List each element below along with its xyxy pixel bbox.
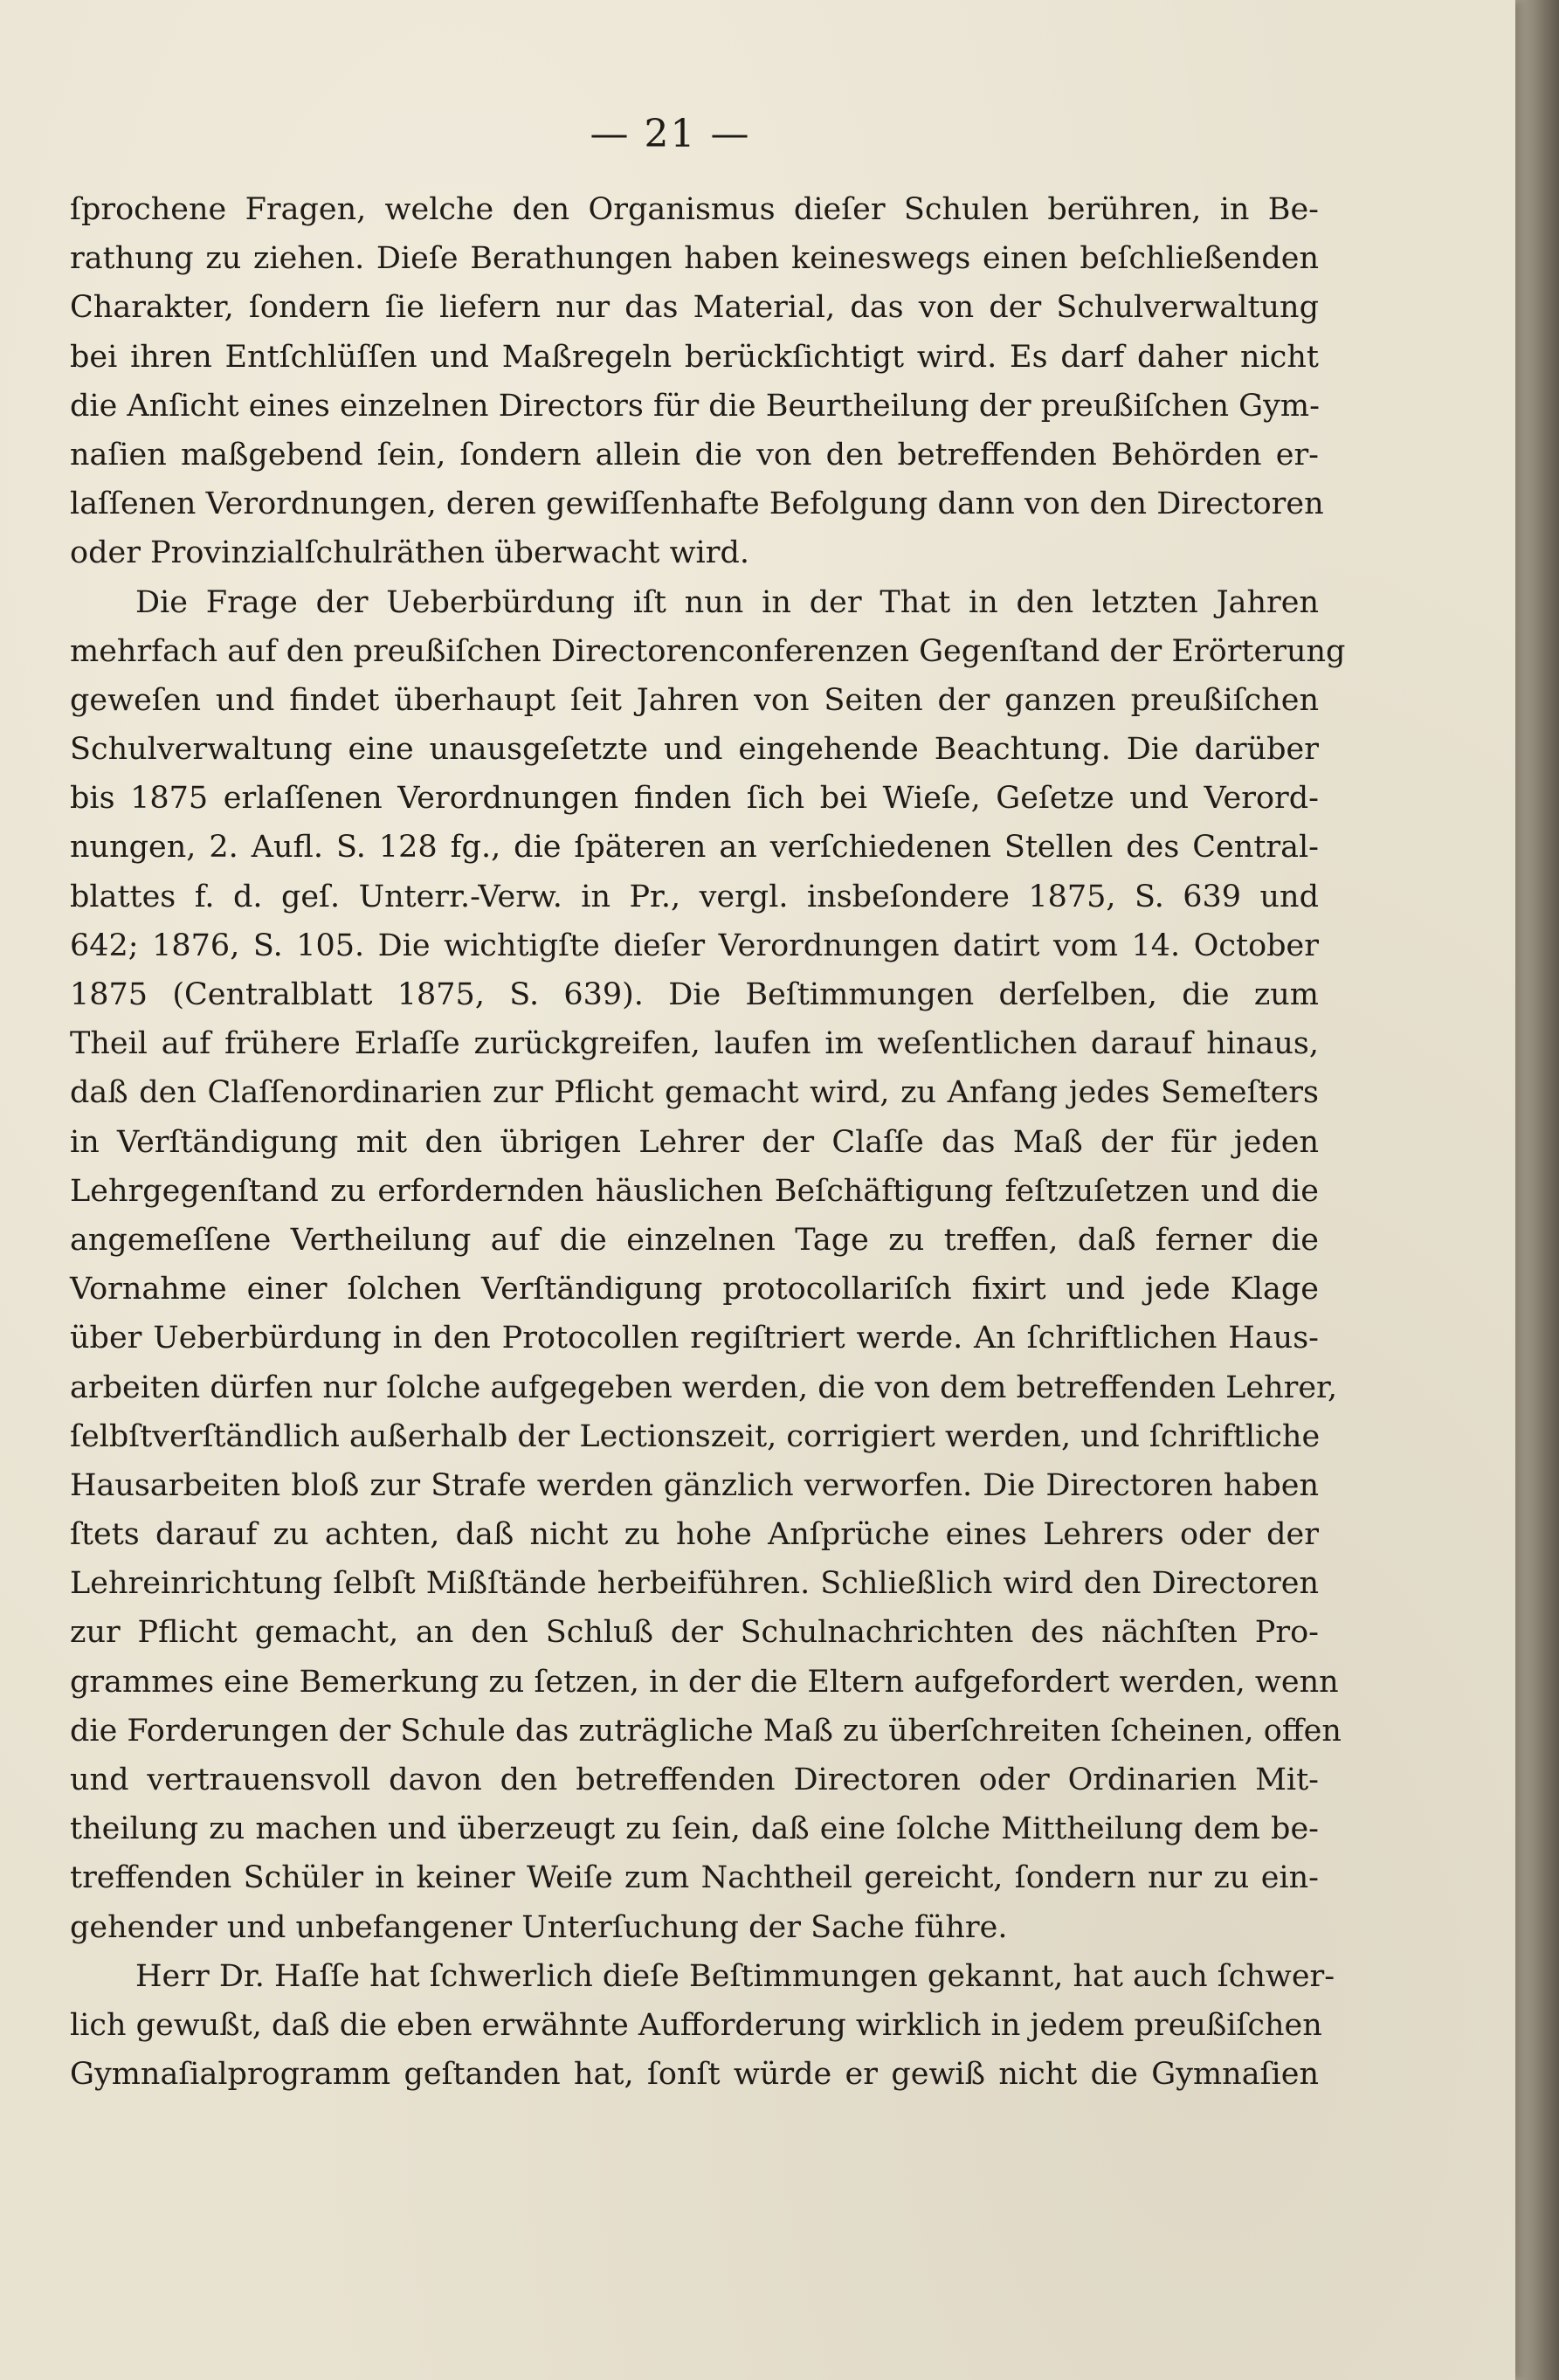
text-line: mehrfach auf den preußiſchen Directorenconferenzen Gegenſtand der Erörterung bbox=[70, 633, 1346, 669]
text-line: ſprochene Fragen, welche den Organismus dieſer Schulen berühren, in Be- bbox=[70, 192, 1319, 227]
text-line: theilung zu machen und überzeugt zu ſein, daß eine ſolche Mittheilung dem be- bbox=[70, 1811, 1319, 1847]
text-line: Charakter, ſondern ſie liefern nur das Material, das von der Schulverwaltung bbox=[70, 290, 1319, 326]
text-line: Gymnaſialprogramm geſtanden hat, ſonſt würde er gewiß nicht die Gymnaſien bbox=[70, 2057, 1319, 2093]
paragraph bbox=[70, 185, 1324, 578]
text-line: Die Frage der Ueberbürdung iſt nun in der That in den letzten Jahren bbox=[135, 584, 1319, 620]
text-line: Hausarbeiten bloß zur Strafe werden gänzlich verworfen. Die Directoren haben bbox=[70, 1467, 1319, 1503]
text-line: treffenden Schüler in keiner Weiſe zum Nachtheil gereicht, ſondern nur zu ein- bbox=[70, 1860, 1319, 1896]
text-line: zur Pflicht gemacht, an den Schluß der Schulnachrichten des nächſten Pro- bbox=[70, 1615, 1319, 1651]
text-line: 1875 (Centralblatt 1875, S. 639). Die Beſtimmungen derſelben, die zum bbox=[70, 977, 1319, 1012]
text-line: angemeſſene Vertheilung auf die einzelnen Tage zu treffen, daß ferner die bbox=[70, 1222, 1319, 1258]
text-line: blattes f. d. geſ. Unterr.-Verw. in Pr., vergl. insbeſondere 1875, S. 639 und bbox=[70, 879, 1319, 914]
text-line: ſtets darauf zu achten, daß nicht zu hohe Anſprüche eines Lehrers oder der bbox=[70, 1517, 1319, 1553]
text-line: grammes eine Bemerkung zu ſetzen, in der die Eltern aufgefordert werden, wenn bbox=[70, 1664, 1339, 1700]
text-line: nungen, 2. Aufl. S. 128 fg., die ſpäteren an verſchiedenen Stellen des Central- bbox=[70, 830, 1319, 866]
text-line: 642; 1876, S. 105. Die wichtigſte dieſer Verordnungen datirt vom 14. October bbox=[70, 928, 1319, 963]
text-line: lich gewußt, daß die eben erwähnte Aufforderung wirklich in jedem preußiſchen bbox=[70, 2007, 1322, 2043]
text-line: und vertrauensvoll davon den betreffenden Directoren oder Ordinarien Mit- bbox=[70, 1763, 1319, 1797]
text-line: die Anſicht eines einzelnen Directors für die Beurtheilung der preußiſchen Gym- bbox=[70, 388, 1320, 424]
text-line: Schulverwaltung eine unausgeſetzte und eingehende Beachtung. Die darüber bbox=[70, 732, 1319, 768]
text-line: ſelbſtverſtändlich außerhalb der Lectionszeit, corrigiert werden, und ſchriftliche bbox=[70, 1418, 1321, 1454]
text-line: Theil auf frühere Erlaſſe zurückgreifen, laufen im weſentlichen darauf hinaus, bbox=[70, 1026, 1319, 1062]
paragraph bbox=[70, 578, 1346, 1952]
page-number: — 21 — bbox=[590, 112, 751, 156]
text-line: über Ueberbürdung in den Protocollen regiſtriert werde. An ſchriftlichen Haus- bbox=[70, 1321, 1319, 1356]
text-line: bei ihren Entſchlüſſen und Maßregeln berückſichtigt wird. Es darf daher nicht bbox=[70, 339, 1319, 375]
text-line: gehender und unbefangener Unterſuchung der Sache führe. bbox=[70, 1909, 1008, 1945]
text-line: rathung zu ziehen. Dieſe Berathungen haben keineswegs einen beſchließenden bbox=[70, 241, 1319, 277]
text-line: die Forderungen der Schule das zuträgliche Maß zu überſchreiten ſcheinen, offen bbox=[70, 1713, 1342, 1749]
text-line: geweſen und findet überhaupt ſeit Jahren von Seiten der ganzen preußiſchen bbox=[70, 682, 1319, 718]
text-line: daß den Claſſenordinarien zur Pflicht gemacht wird, zu Anfang jedes Semeſters bbox=[70, 1075, 1319, 1111]
text-line: oder Provinzialſchulräthen überwacht wird. bbox=[70, 535, 749, 571]
text-line: Lehreinrichtung ſelbſt Mißſtände herbeiführen. Schließlich wird den Directoren bbox=[70, 1566, 1319, 1602]
text-line: Lehrgegenſtand zu erfordernden häuslichen Beſchäftigung feſtzuſetzen und die bbox=[70, 1173, 1319, 1209]
text-line: naſien maßgebend ſein, ſondern allein die von den betreffenden Behörden er- bbox=[70, 437, 1319, 473]
text-line: laſſenen Verordnungen, deren gewiſſenhafte Befolgung dann von den Directoren bbox=[70, 486, 1324, 522]
text-line: arbeiten dürfen nur ſolche aufgegeben werden, die von dem betreffenden Lehrer, bbox=[70, 1369, 1338, 1405]
text-line: Vornahme einer ſolchen Verſtändigung protocollariſch fixirt und jede Klage bbox=[70, 1272, 1319, 1307]
paragraph bbox=[70, 1952, 1335, 2100]
text-line: in Verſtändigung mit den übrigen Lehrer der Claſſe das Maß der für jeden bbox=[70, 1124, 1319, 1160]
text-line: bis 1875 erlaſſenen Verordnungen finden ſich bei Wieſe, Geſetze und Verord- bbox=[70, 781, 1319, 817]
body-text bbox=[70, 185, 1346, 2099]
text-line: Herr Dr. Haſſe hat ſchwerlich dieſe Beſtimmungen gekannt, hat auch ſchwer- bbox=[135, 1958, 1335, 1994]
